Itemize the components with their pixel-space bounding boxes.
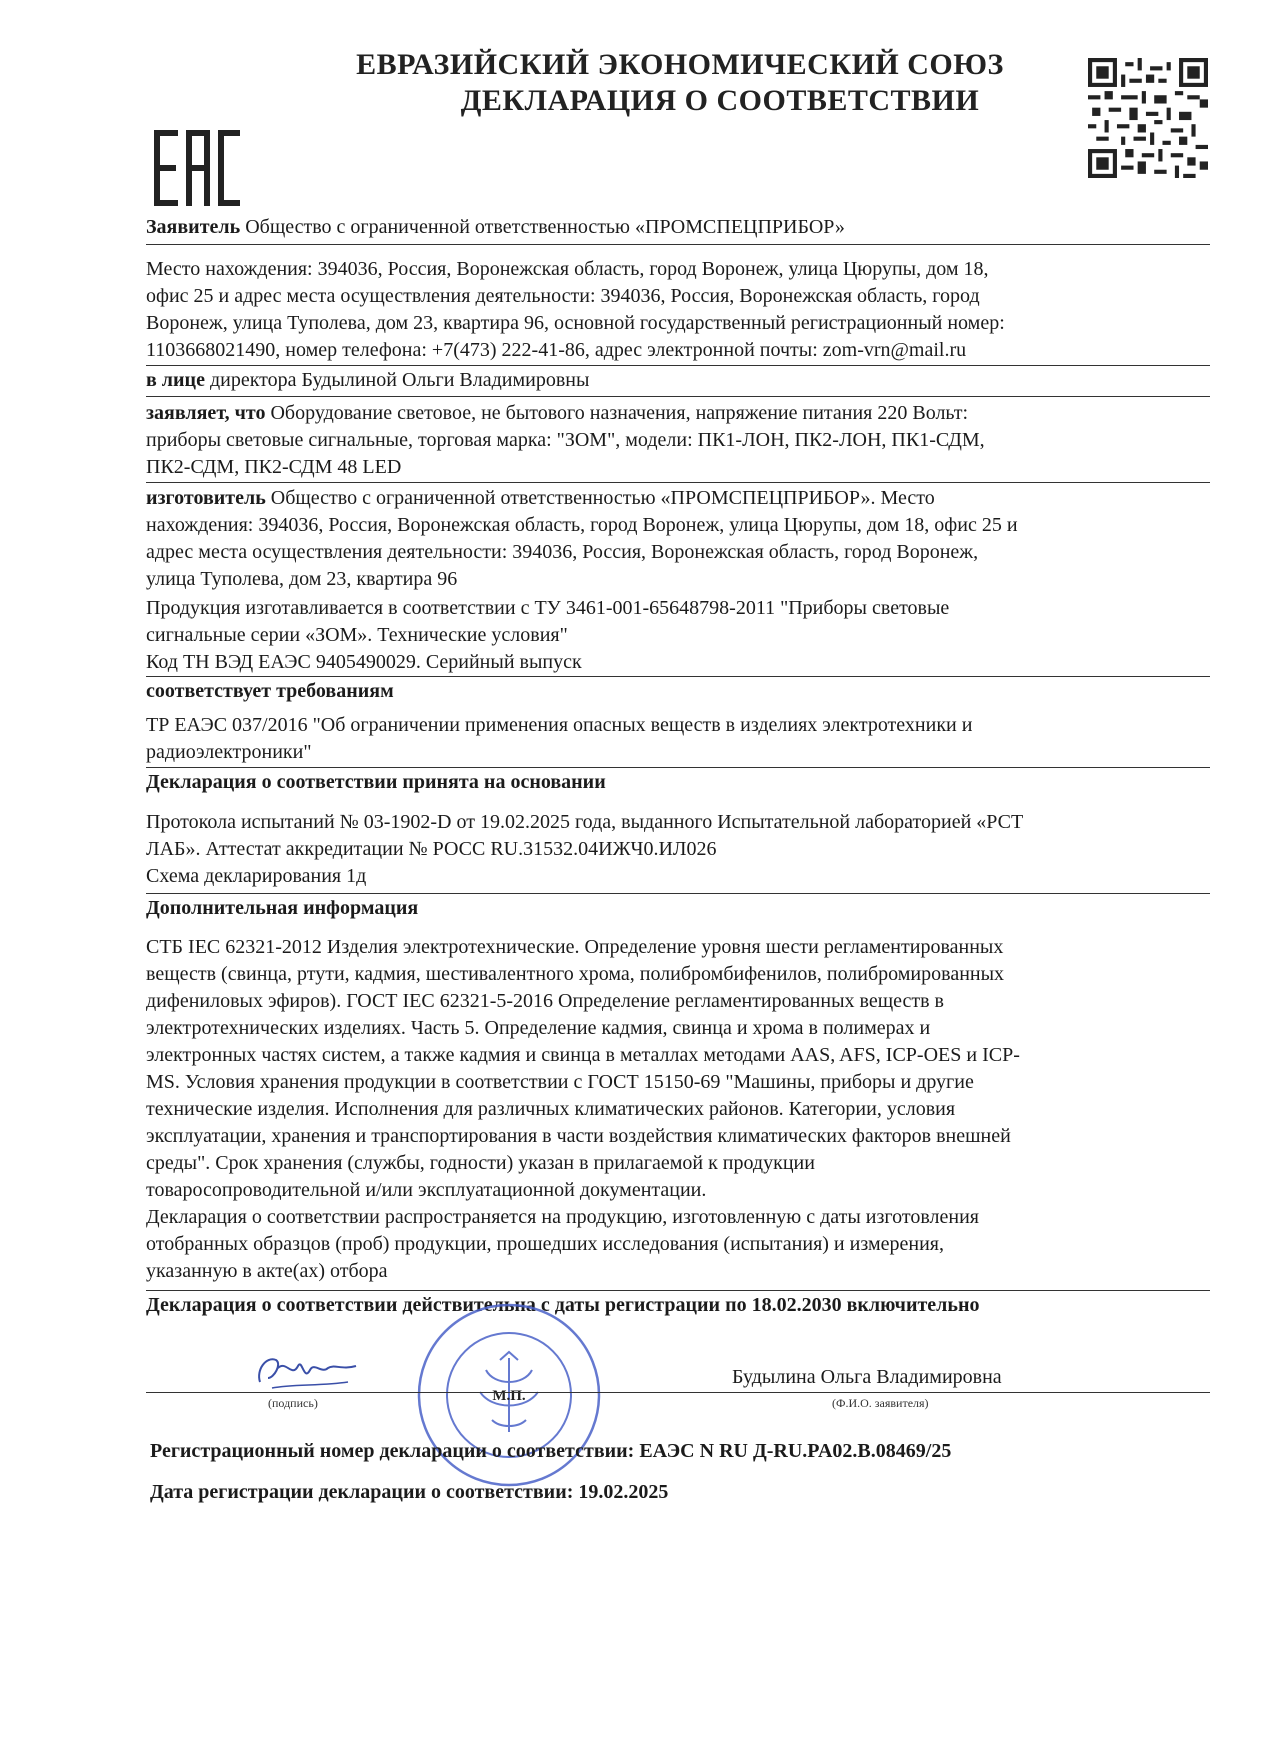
divider (146, 1290, 1210, 1291)
address-line: Место нахождения: 394036, Россия, Воронежская область, город Воронеж, улица Цюрупы, дом 18, (146, 258, 989, 280)
declares-label: заявляет, что (146, 402, 266, 424)
additional-heading: Дополнительная информация (146, 897, 419, 919)
handwritten-signature-icon (252, 1348, 362, 1392)
applicant-line (146, 214, 1210, 241)
manufacturer-line: нахождения: 394036, Россия, Воронежская область, город Воронеж, улица Цюрупы, дом 18, офис 25 и (146, 514, 1018, 536)
basis-text (146, 809, 1210, 890)
divider (146, 676, 1210, 677)
additional-text (146, 934, 1210, 1285)
registration-number-line (150, 1440, 951, 1463)
additional-line: дифениловых эфиров). ГОСТ IEC 62321-5-2016 Определение регламентированных веществ в (146, 990, 944, 1012)
basis-line: Протокола испытаний № 03-1902-D от 19.02.2025 года, выданного Испытательной лабораторией «РСТ (146, 811, 1024, 833)
additional-line: MS. Условия хранения продукции в соответствии с ГОСТ 15150-69 "Машины, приборы и другие (146, 1071, 974, 1093)
additional-line: среды". Срок хранения (службы, годности) указан в прилагаемой к продукции (146, 1152, 815, 1174)
basis-heading: Декларация о соответствии принята на основании (146, 771, 606, 793)
stamp-mp-label: М.П. (492, 1388, 526, 1404)
registration-number-value: ЕАЭС N RU Д-RU.PA02.B.08469/25 (639, 1440, 952, 1462)
manufacturer-section (146, 485, 1210, 676)
manufacturer-line: адрес места осуществления деятельности: 394036, Россия, Воронежская область, город Воронеж, (146, 541, 979, 563)
representative-name: директора Будылиной Ольги Владимировны (209, 369, 590, 391)
applicant-name: Общество с ограниченной ответственностью «ПРОМСПЕЦПРИБОР» (245, 216, 845, 238)
requirements-heading: соответствует требованиям (146, 680, 394, 702)
product-line: ПК2-СДМ, ПК2-СДМ 48 LED (146, 456, 402, 478)
manufacturer-text: Общество с ограниченной ответственностью «ПРОМСПЕЦПРИБОР». Место (270, 487, 935, 509)
additional-line: электротехнических изделиях. Часть 5. Определение кадмия, свинца и хрома в полимерах и (146, 1017, 931, 1039)
additional-line: электронных частях систем, а также кадмия и свинца в металлах методами AAS, AFS, ICP-OES и ICP- (146, 1044, 1020, 1066)
divider (146, 396, 1210, 397)
manufacturer-label: изготовитель (146, 487, 266, 509)
divider (146, 893, 1210, 894)
document-title: ДЕКЛАРАЦИЯ О СООТВЕТСТВИИ (460, 84, 980, 117)
manufacturer-line: сигнальные серии «ЗОМ». Технические условия" (146, 624, 568, 646)
additional-line: эксплуатации, хранения и транспортирования в части воздействия климатических факторов внешней (146, 1125, 1011, 1147)
address-line: Воронеж, улица Туполева, дом 23, квартира 96, основной государственный регистрационный номер: (146, 312, 1005, 334)
registration-date-label: Дата регистрации декларации о соответствии: (150, 1481, 574, 1503)
signature-line (146, 1392, 1210, 1393)
registration-date-value: 19.02.2025 (578, 1481, 669, 1503)
additional-line: СТБ IEC 62321-2012 Изделия электротехнические. Определение уровня шести регламентированных (146, 936, 1004, 958)
applicant-address (146, 256, 1210, 364)
additional-line: указанную в акте(ах) отбора (146, 1260, 388, 1282)
union-title: ЕВРАЗИЙСКИЙ ЭКОНОМИЧЕСКИЙ СОЮЗ (356, 48, 1004, 81)
divider (146, 482, 1210, 483)
divider (146, 767, 1210, 768)
qr-code-icon (1088, 58, 1208, 178)
requirements-line: ТР ЕАЭС 037/2016 "Об ограничении применения опасных веществ в изделиях электротехники и (146, 714, 973, 736)
additional-line: Декларация о соответствии распространяется на продукцию, изготовленную с даты изготовления (146, 1206, 979, 1228)
fio-caption: (Ф.И.О. заявителя) (832, 1396, 929, 1410)
divider (146, 244, 1210, 245)
validity-statement: Декларация о соответствии действительна с даты регистрации по 18.02.2030 включительно (146, 1294, 980, 1316)
basis-line: ЛАБ». Аттестат аккредитации № РОСС RU.31532.04ИЖЧ0.ИЛ026 (146, 838, 717, 860)
address-line: 1103668021490, номер телефона: +7(473) 222-41-86, адрес электронной почты: zom-vrn@mail.ru (146, 339, 967, 361)
requirements-text (146, 712, 1210, 766)
signature-caption: (подпись) (268, 1396, 318, 1410)
signer-name: Будылина Ольга Владимировна (732, 1366, 1002, 1388)
basis-line: Схема декларирования 1д (146, 865, 367, 887)
additional-line: технические изделия. Исполнения для различных климатических районов. Категории, условия (146, 1098, 956, 1120)
manufacturer-line: Код ТН ВЭД ЕАЭС 9405490029. Серийный выпуск (146, 651, 582, 673)
representative-line (146, 367, 1210, 394)
declares-section (146, 400, 1210, 481)
applicant-label: Заявитель (146, 216, 241, 238)
requirements-line: радиоэлектроники" (146, 741, 312, 763)
manufacturer-line: улица Туполева, дом 23, квартира 96 (146, 568, 458, 590)
declares-text: Оборудование световое, не бытового назначения, напряжение питания 220 Вольт: (270, 402, 969, 424)
additional-line: веществ (свинца, ртути, кадмия, шестивалентного хрома, полибромбифенилов, полибромированных (146, 963, 1005, 985)
registration-number-label: Регистрационный номер декларации о соответствии: (150, 1440, 635, 1462)
manufacturer-line: Продукция изготавливается в соответствии с ТУ 3461-001-65648798-2011 "Приборы световые (146, 597, 950, 619)
additional-line: отобранных образцов (проб) продукции, прошедших исследования (испытания) и измерения, (146, 1233, 944, 1255)
registration-date-line (150, 1481, 668, 1504)
product-line: приборы световые сигнальные, торговая марка: "ЗОМ", модели: ПК1-ЛОН, ПК2-ЛОН, ПК1-СДМ, (146, 429, 985, 451)
representative-label: в лице (146, 369, 205, 391)
additional-line: товаросопроводительной и/или эксплуатационной документации. (146, 1179, 707, 1201)
divider (146, 365, 1210, 366)
address-line: офис 25 и адрес места осуществления деятельности: 394036, Россия, Воронежская область, город (146, 285, 980, 307)
eac-mark-icon (154, 130, 240, 206)
